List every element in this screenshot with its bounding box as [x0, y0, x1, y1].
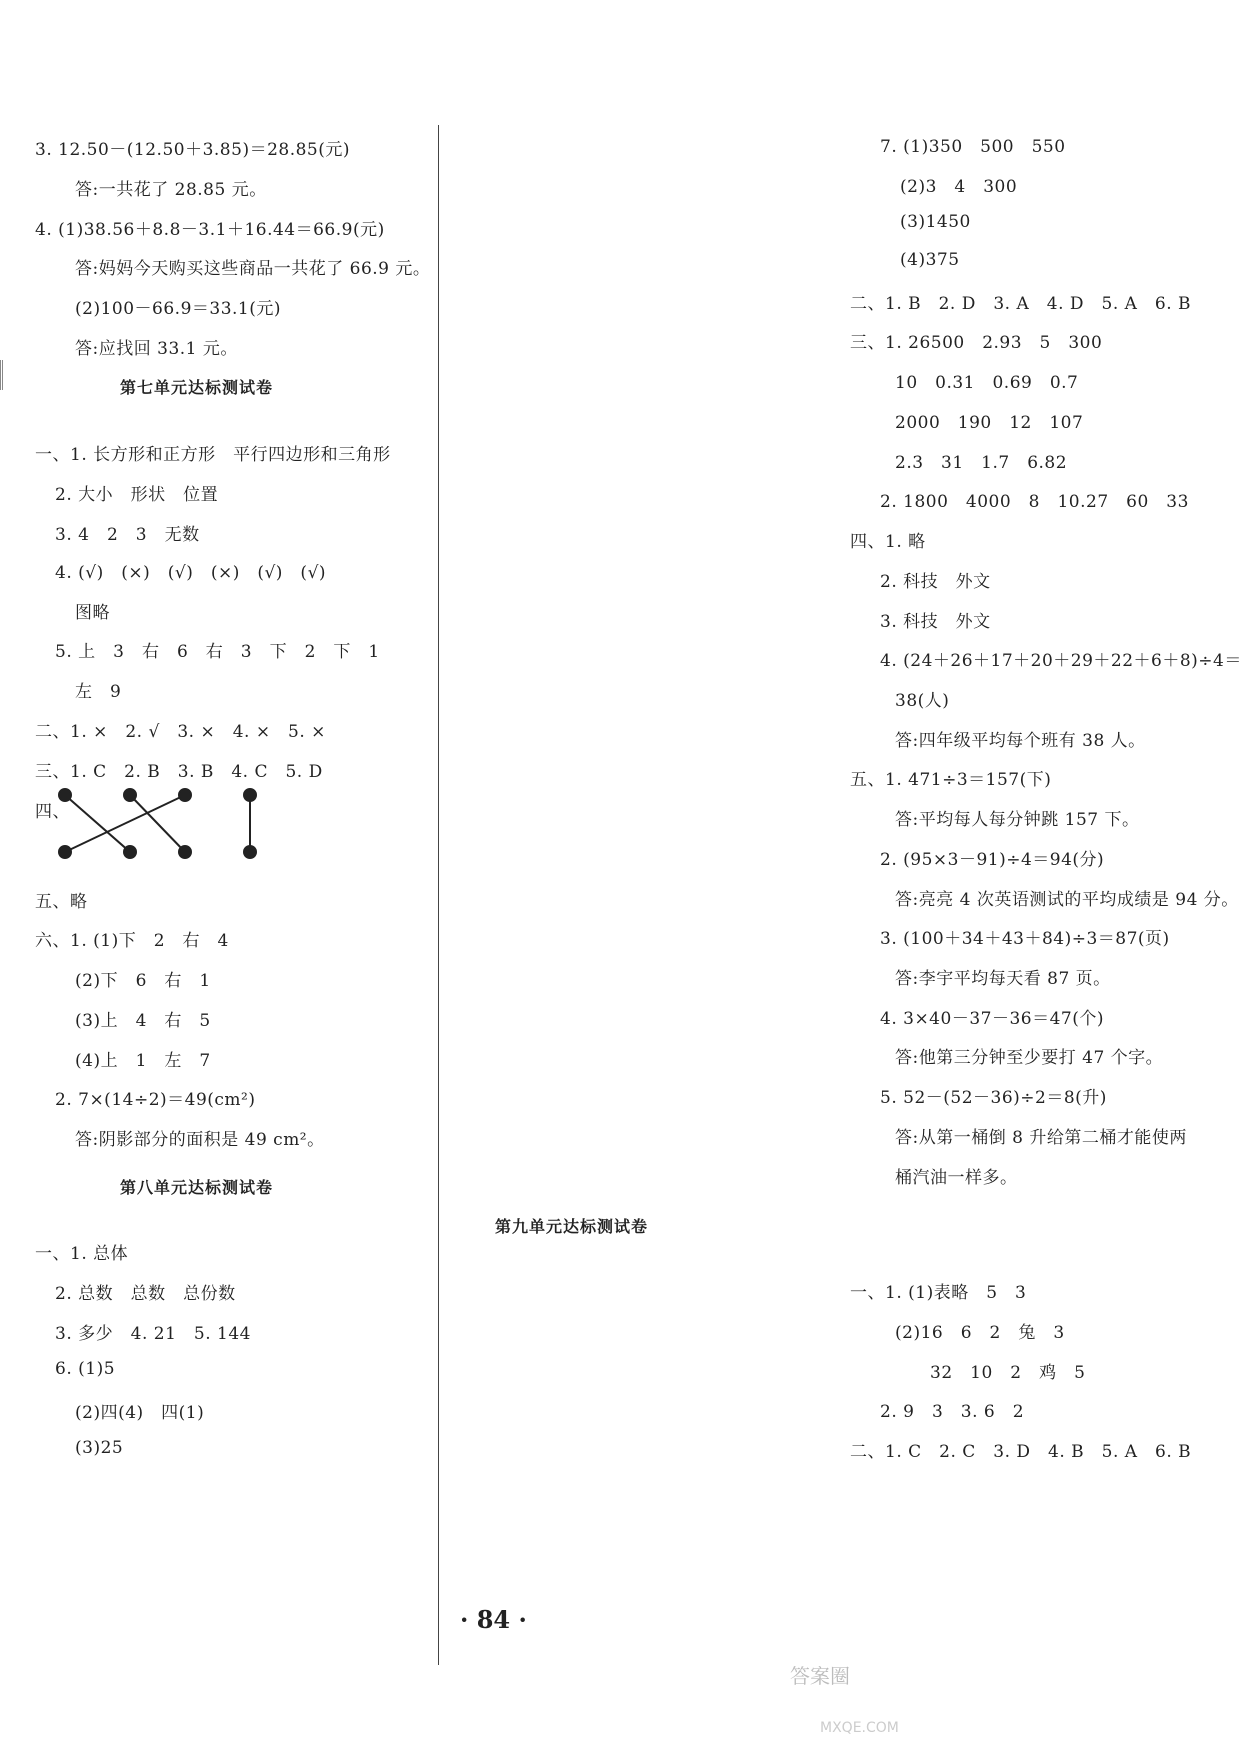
answer-line: 答:李宇平均每天看 87 页。: [895, 969, 1111, 989]
answer-line: 7. (1)350 500 550: [880, 137, 1066, 157]
match-dot: [124, 789, 136, 801]
answer-line: 2. 9 3 3. 6 2: [880, 1402, 1025, 1422]
answer-line: 二、1. B 2. D 3. A 4. D 5. A 6. B: [850, 294, 1192, 314]
answer-line: (3)上 4 右 5: [75, 1011, 211, 1031]
answer-line: 一、1. 总体: [35, 1244, 129, 1264]
answer-line: 答:从第一桶倒 8 升给第二桶才能使两: [895, 1128, 1187, 1148]
answer-line: 4. (24＋26＋17＋20＋29＋22＋6＋8)÷4＝: [880, 651, 1242, 671]
answer-line: 桶汽油一样多。: [895, 1168, 1018, 1188]
answer-line: (4)375: [900, 250, 960, 270]
answer-line: 3. 4 2 3 无数: [55, 525, 200, 545]
answer-line: 答:他第三分钟至少要打 47 个字。: [895, 1048, 1164, 1068]
answer-line: 2. 1800 4000 8 10.27 60 33: [880, 492, 1189, 512]
answer-line: 答:妈妈今天购买这些商品一共花了 66.9 元。: [75, 259, 431, 279]
answer-line: 五、1. 471÷3＝157(下): [850, 770, 1052, 790]
unit9-heading: 第九单元达标测试卷: [495, 1217, 649, 1236]
answer-line: 四、: [35, 802, 70, 822]
answer-line: 答:平均每人每分钟跳 157 下。: [895, 810, 1140, 830]
match-dot: [179, 846, 191, 858]
match-dot: [59, 789, 71, 801]
match-dot: [244, 789, 256, 801]
answer-line: 4. 3×40－37－36＝47(个): [880, 1009, 1104, 1029]
answer-line: 2. (95×3－91)÷4＝94(分): [880, 850, 1105, 870]
answer-line: 6. (1)5: [55, 1359, 116, 1379]
answer-line: 答:四年级平均每个班有 38 人。: [895, 731, 1146, 751]
answer-line: 2. 总数 总数 总份数: [55, 1284, 236, 1304]
answer-line: (2)3 4 300: [900, 177, 1018, 197]
answer-line: 3. (100＋34＋43＋84)÷3＝87(页): [880, 929, 1170, 949]
watermark-url: MXQE.COM: [820, 1720, 899, 1736]
answer-line: 答:阴影部分的面积是 49 cm²。: [75, 1130, 325, 1150]
answer-line: (2)16 6 2 兔 3: [895, 1323, 1065, 1343]
answer-line: 32 10 2 鸡 5: [930, 1363, 1086, 1383]
answer-line: 左 9: [75, 682, 122, 702]
binding-edge-mark: [0, 360, 11, 390]
answer-line: 二、1. × 2. √ 3. × 4. × 5. ×: [35, 722, 326, 742]
answer-line: 三、1. 26500 2.93 5 300: [850, 333, 1103, 353]
answer-line: 六、1. (1)下 2 右 4: [35, 931, 229, 951]
answer-line: (4)上 1 左 7: [75, 1051, 211, 1071]
answer-line: 5. 上 3 右 6 右 3 下 2 下 1: [55, 642, 380, 662]
answer-line: 4. (1)38.56＋8.8－3.1＋16.44＝66.9(元): [35, 220, 385, 240]
answer-line: 38(人): [895, 691, 950, 711]
answer-line: (2)下 6 右 1: [75, 971, 211, 991]
match-dot: [59, 846, 71, 858]
answer-line: 2. 7×(14÷2)＝49(cm²): [55, 1090, 256, 1110]
match-dot: [244, 846, 256, 858]
answer-line: 4. (√) (×) (√) (×) (√) (√): [55, 563, 327, 583]
answer-line: 一、1. 长方形和正方形 平行四边形和三角形: [35, 445, 391, 465]
watermark-logo: 答案圈: [790, 1664, 850, 1688]
answer-line: (3)1450: [900, 212, 971, 232]
matching-diagram: [55, 785, 275, 860]
unit8-heading: 第八单元达标测试卷: [120, 1178, 274, 1197]
answer-line: (3)25: [75, 1438, 124, 1458]
answer-line: 三、1. C 2. B 3. B 4. C 5. D: [35, 762, 323, 782]
unit7-heading: 第七单元达标测试卷: [120, 378, 274, 397]
answer-line: 答:应找回 33.1 元。: [75, 339, 238, 359]
page-number: · 84 ·: [460, 1605, 527, 1634]
answer-line: 3. 12.50－(12.50＋3.85)＝28.85(元): [35, 140, 351, 160]
answer-line: 图略: [75, 603, 110, 623]
answer-line: 答:亮亮 4 次英语测试的平均成绩是 94 分。: [895, 890, 1239, 910]
answer-line: 3. 科技 外文: [880, 612, 991, 632]
answer-line: 2.3 31 1.7 6.82: [895, 453, 1068, 473]
answer-line: 2000 190 12 107: [895, 413, 1084, 433]
answer-line: 一、1. (1)表略 5 3: [850, 1283, 1027, 1303]
column-divider: [438, 125, 439, 1665]
answer-line: 答:一共花了 28.85 元。: [75, 180, 267, 200]
match-dot: [179, 789, 191, 801]
answer-line: (2)100－66.9＝33.1(元): [75, 299, 281, 319]
answer-line: 二、1. C 2. C 3. D 4. B 5. A 6. B: [850, 1442, 1192, 1462]
match-dot: [124, 846, 136, 858]
answer-line: 3. 多少 4. 21 5. 144: [55, 1324, 251, 1344]
answer-line: 2. 大小 形状 位置: [55, 485, 219, 505]
answer-line: 2. 科技 外文: [880, 572, 991, 592]
answer-line: (2)四(4) 四(1): [75, 1403, 205, 1423]
answer-line: 5. 52－(52－36)÷2＝8(升): [880, 1088, 1107, 1108]
answer-line: 五、略: [35, 892, 88, 912]
answer-line: 四、1. 略: [850, 532, 926, 552]
answer-line: 10 0.31 0.69 0.7: [895, 373, 1079, 393]
